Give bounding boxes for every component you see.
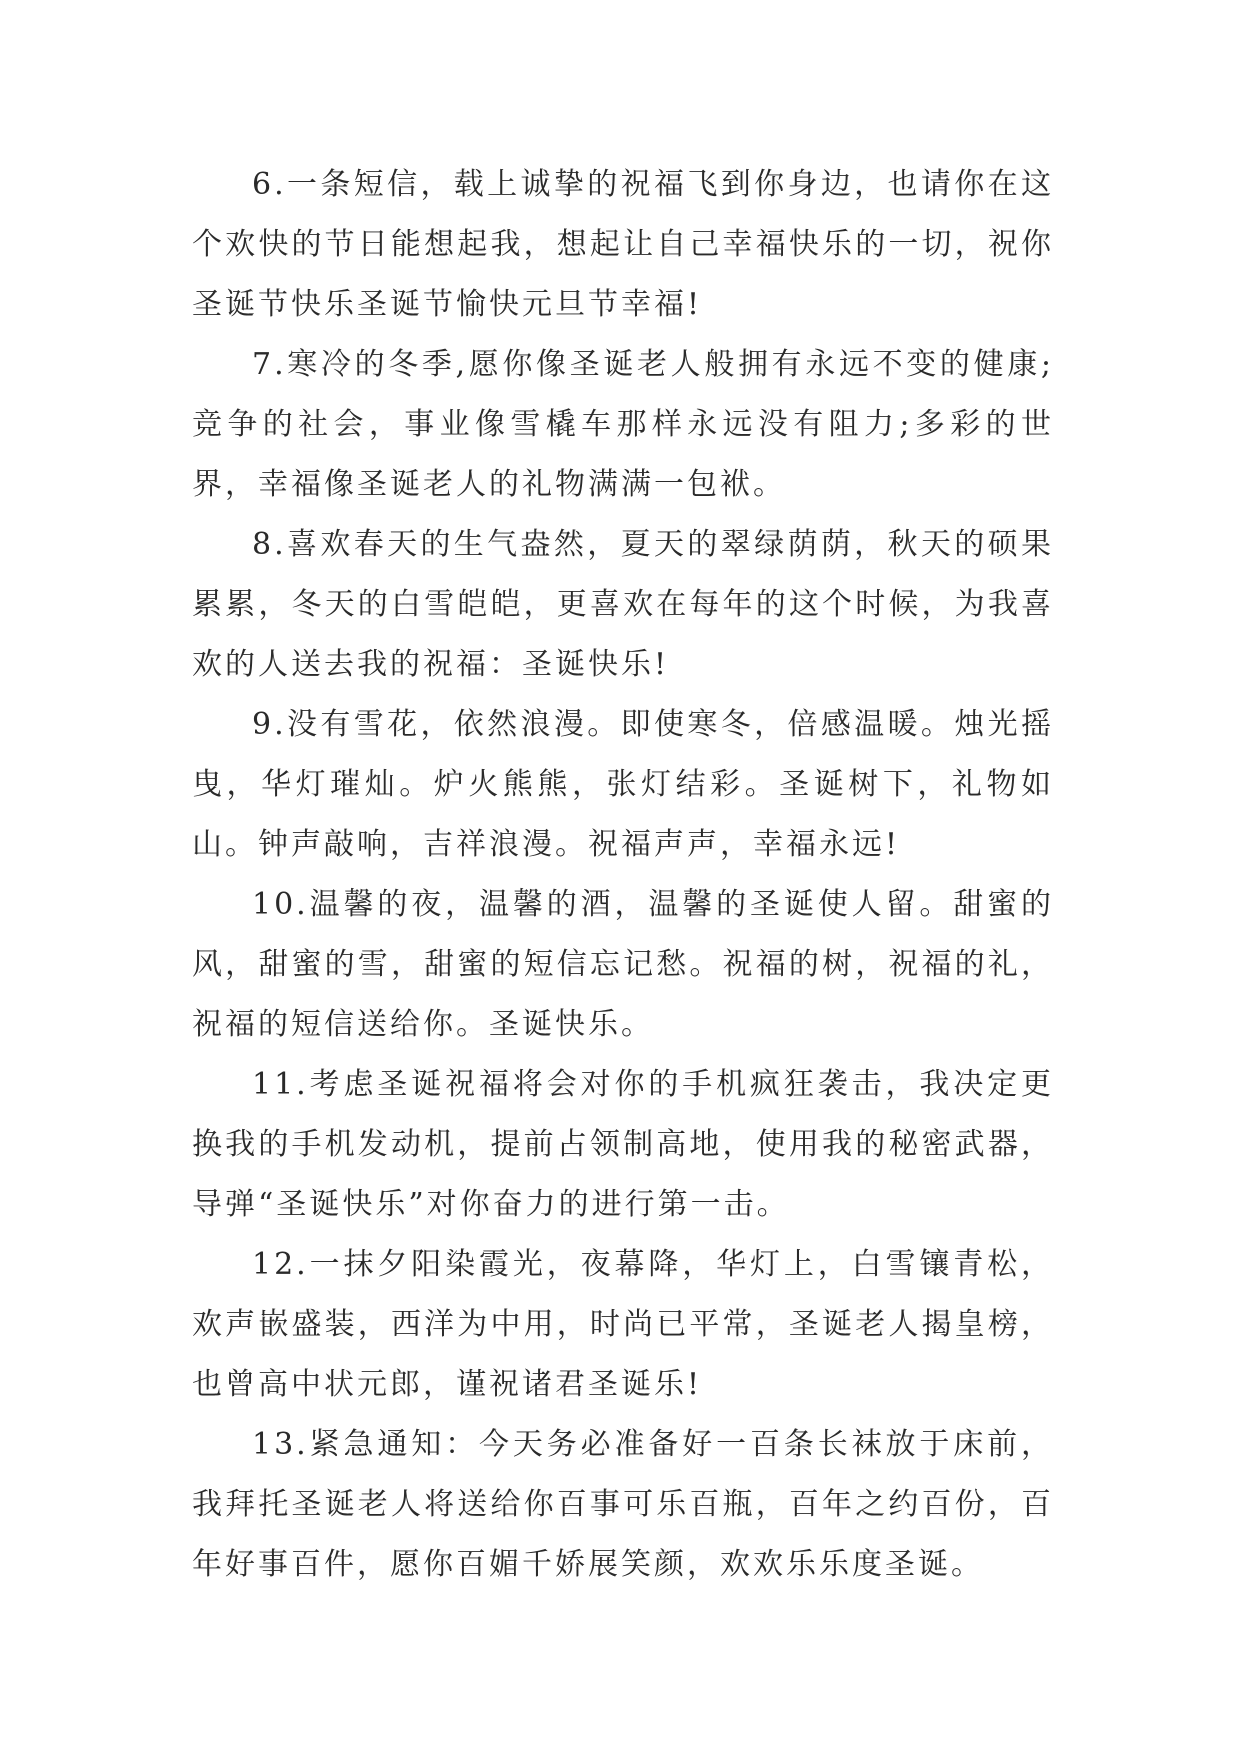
paragraph-12: 12.一抹夕阳染霞光，夜幕降，华灯上，白雪镶青松，欢声嵌盛装，西洋为中用，时尚已平常，圣诞老人揭皇榜，也曾高中状元郎，谨祝诸君圣诞乐!: [192, 1247, 1054, 1402]
paragraph-8: 8.喜欢春天的生气盎然，夏天的翠绿荫荫，秋天的硕果累累，冬天的白雪皑皑，更喜欢在每年的这个时候，为我喜欢的人送去我的祝福：圣诞快乐!: [192, 527, 1054, 682]
paragraph-13: 13.紧急通知：今天务必准备好一百条长袜放于床前，我拜托圣诞老人将送给你百事可乐百瓶，百年之约百份，百年好事百件，愿你百媚千娇展笑颜，欢欢乐乐度圣诞。: [192, 1427, 1054, 1582]
paragraph-6: 6.一条短信，载上诚挚的祝福飞到你身边，也请你在这个欢快的节日能想起我，想起让自己幸福快乐的一切，祝你圣诞节快乐圣诞节愉快元旦节幸福!: [192, 167, 1054, 322]
document-body: [192, 155, 1054, 1595]
paragraph-9: 9.没有雪花，依然浪漫。即使寒冬，倍感温暖。烛光摇曳，华灯璀灿。炉火熊熊，张灯结彩。圣诞树下，礼物如山。钟声敲响，吉祥浪漫。祝福声声，幸福永远!: [192, 707, 1054, 862]
paragraph-7: 7.寒冷的冬季,愿你像圣诞老人般拥有永远不变的健康;竞争的社会，事业像雪橇车那样永远没有阻力;多彩的世界，幸福像圣诞老人的礼物满满一包袱。: [192, 347, 1054, 502]
paragraph-11: 11.考虑圣诞祝福将会对你的手机疯狂袭击，我决定更换我的手机发动机，提前占领制高地，使用我的秘密武器，导弹“圣诞快乐”对你奋力的进行第一击。: [192, 1067, 1054, 1222]
paragraph-10: 10.温馨的夜，温馨的酒，温馨的圣诞使人留。甜蜜的风，甜蜜的雪，甜蜜的短信忘记愁。祝福的树，祝福的礼，祝福的短信送给你。圣诞快乐。: [192, 887, 1054, 1042]
